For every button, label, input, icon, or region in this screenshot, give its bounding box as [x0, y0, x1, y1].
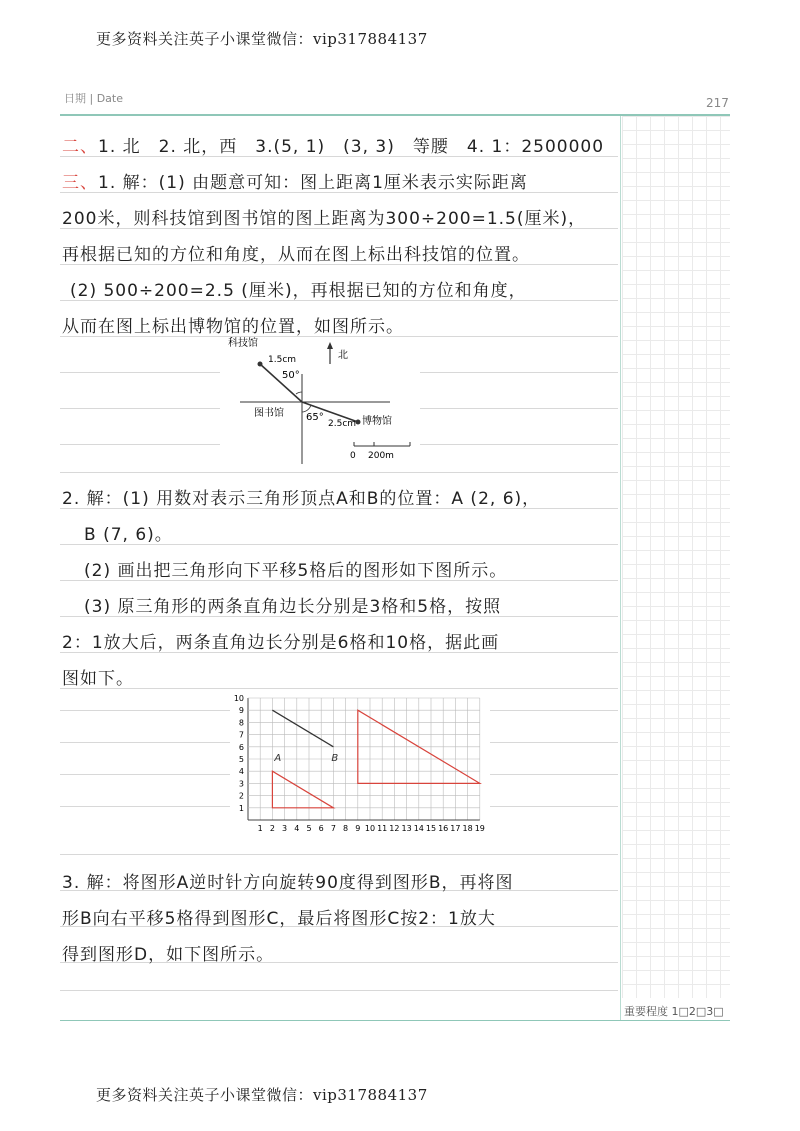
section-3-line-1: [62, 168, 528, 193]
x-tick-label: 11: [377, 824, 388, 833]
x-tick-label: 16: [438, 824, 449, 833]
problem-2-line-5: 2：1放大后，两条直角边长分别是6格和10格，据此画: [62, 633, 500, 653]
label-dist2: 2.5cm: [328, 419, 357, 429]
x-tick-label: 14: [413, 824, 424, 833]
problem-3-line-2: 形B向右平移5格得到图形C，最后将图形C按2：1放大: [62, 909, 496, 929]
y-tick-label: 4: [238, 767, 244, 777]
x-tick-label: 3: [282, 824, 288, 833]
problem-2-line-6: 图如下。: [62, 669, 134, 689]
x-tick-label: 15: [425, 824, 437, 833]
x-tick-label: 5: [306, 824, 312, 833]
date-label: 日期 | Date: [64, 92, 123, 105]
problem-3-line-3: 得到图形D，如下图所示。: [62, 945, 275, 965]
x-tick-label: 10: [364, 824, 376, 833]
angle-arc-50: [296, 392, 302, 394]
museum-point: [356, 420, 361, 425]
vertex-label-A: A: [274, 752, 282, 764]
ruled-line: [60, 806, 230, 807]
bottom-rule: [60, 1020, 730, 1021]
label-museum: 博物馆: [362, 416, 392, 427]
x-tick-label: 7: [330, 824, 336, 833]
angle-arc-65: [302, 405, 311, 412]
ruled-line: [60, 774, 230, 775]
scale-zero: 0: [350, 451, 356, 461]
x-tick-label: 8: [343, 824, 349, 833]
y-axis-labels: [234, 694, 244, 813]
y-tick-label: 3: [238, 779, 244, 789]
ruled-line: [420, 444, 618, 445]
ruled-line: [60, 990, 618, 991]
y-tick-label: 5: [238, 755, 244, 764]
footer-watermark-note: 更多资料关注英子小课堂微信：vip317884137: [96, 1086, 428, 1104]
ruled-line: [60, 688, 618, 689]
x-tick-label: 9: [355, 824, 361, 833]
ruled-line: [490, 742, 618, 743]
problem-2-line-2: B (7, 6)。: [84, 525, 173, 545]
x-axis-labels: [258, 824, 485, 833]
x-tick-label: 12: [389, 824, 400, 833]
problem-2-line-3: (2) 画出把三角形向下平移5格后的图形如下图所示。: [84, 561, 508, 581]
problem-2-line-4: (3) 原三角形的两条直角边长分别是3格和5格，按照: [84, 597, 502, 617]
section-3-line-5: 从而在图上标出博物馆的位置，如图所示。: [62, 317, 404, 337]
section-2-answers: [62, 132, 604, 157]
ruled-line: [490, 806, 618, 807]
section-3-line-3: 再根据已知的方位和角度，从而在图上标出科技馆的位置。: [62, 245, 530, 265]
ruled-line: [60, 372, 220, 373]
direction-map-figure: [220, 334, 420, 464]
ruled-line: [60, 710, 230, 711]
ruled-line: [60, 742, 230, 743]
science-museum-point: [258, 362, 263, 367]
y-tick-label: 6: [238, 742, 244, 752]
section-marker: 三、: [62, 173, 98, 193]
label-angle2: 65°: [306, 412, 324, 423]
ruled-line: [490, 710, 618, 711]
page-number: 217: [706, 96, 729, 110]
y-tick-label: 9: [238, 706, 244, 716]
x-tick-label: 6: [318, 824, 324, 833]
y-tick-label: 10: [233, 694, 244, 703]
ruled-line: [60, 444, 220, 445]
section-3-line-4: (2) 500÷200=2.5 (厘米)，再根据已知的方位和角度，: [70, 281, 527, 301]
section-3-text: 1. 解：(1) 由题意可知：图上距离1厘米表示实际距离: [98, 173, 528, 193]
section-2-text: 1. 北 2. 北，西 3.(5, 1) (3, 3) 等腰 4. 1：2500000: [98, 137, 605, 157]
translated-triangle: [272, 771, 333, 808]
ruled-line: [60, 472, 618, 473]
section-3-line-2: 200米，则科技馆到图书馆的图上距离为300÷200=1.5(厘米)，: [62, 209, 587, 229]
x-tick-label: 4: [294, 824, 300, 833]
ruled-line: [420, 372, 618, 373]
y-tick-label: 8: [238, 718, 244, 728]
ruled-line: [420, 408, 618, 409]
margin-grid-panel: [622, 116, 730, 998]
scale-value: 200m: [368, 451, 394, 461]
label-north: 北: [338, 350, 348, 361]
x-tick-label: 1: [257, 824, 263, 833]
y-tick-label: 7: [238, 730, 244, 740]
ruled-line: [490, 774, 618, 775]
x-tick-label: 2: [269, 824, 275, 833]
header-watermark-note: 更多资料关注英子小课堂微信：vip317884137: [96, 30, 428, 48]
label-library: 图书馆: [254, 408, 284, 419]
coordinate-grid-figure: [226, 692, 490, 840]
label-angle1: 50°: [282, 370, 300, 381]
problem-2-line-1: 2. 解：(1) 用数对表示三角形顶点A和B的位置：A (2, 6)，: [62, 489, 541, 509]
problem-3-line-1: 3. 解：将图形A逆时针方向旋转90度得到图形B，再将图: [62, 873, 514, 893]
north-arrow-head: [327, 342, 333, 349]
ruled-line: [60, 408, 220, 409]
x-tick-label: 19: [474, 824, 485, 833]
section-marker: 二、: [62, 137, 98, 157]
ruled-line: [60, 854, 618, 855]
label-dist1: 1.5cm: [268, 355, 297, 365]
label-science-museum: 科技馆: [228, 338, 258, 349]
x-tick-label: 13: [401, 824, 412, 833]
x-tick-label: 18: [462, 824, 473, 833]
y-tick-label: 1: [238, 803, 244, 813]
x-tick-label: 17: [450, 824, 461, 833]
original-triangle: [272, 710, 333, 747]
y-tick-label: 2: [238, 791, 244, 801]
vertex-label-B: B: [331, 752, 339, 764]
margin-divider: [620, 116, 621, 1020]
importance-rating: 重要程度 1□2□3□: [624, 1005, 724, 1018]
